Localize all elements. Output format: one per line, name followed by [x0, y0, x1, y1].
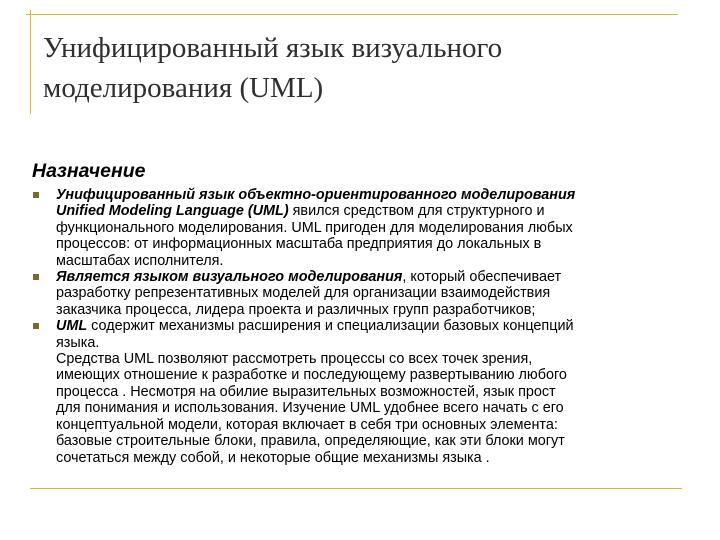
frame-top-line: [26, 14, 678, 15]
square-bullet-icon: [33, 192, 39, 198]
frame-bottom-line: [30, 488, 682, 489]
bullet-3-bold-phrase: UML: [56, 318, 88, 335]
bullet-item-3: [56, 318, 690, 466]
uml-term: Unified Modeling Language (UML): [56, 203, 289, 220]
bullet-2-line-3: заказчика процесса, лидера проекта и различных групп разработчиков;: [56, 301, 536, 318]
bullet-2-bold-phrase: Является языком визуального моделирования: [56, 269, 403, 286]
bullet-list: [56, 187, 690, 466]
square-bullet-icon: [33, 274, 39, 280]
bullet-3-line-9: сочетаться между собой, и некоторые общие механизмы языка .: [56, 449, 490, 466]
bullet-3-line-2: языка.: [56, 334, 100, 351]
bullet-item-2: [56, 269, 690, 318]
section-heading: Назначение: [32, 160, 146, 182]
slide-title: [43, 28, 683, 108]
bullet-1-line-4: процессов: от информационных масштаба предприятия до локальных в: [56, 236, 542, 253]
bullet-3-line-5: процесса . Несмотря на обилие выразительных возможностей, язык прост: [56, 383, 556, 400]
bullet-3-line-8: базовые строительные блоки, правила, определяющие, как эти блоки могут: [56, 433, 565, 450]
bullet-item-1: [56, 187, 690, 269]
bullet-1-line-2: [56, 203, 690, 219]
bullet-3-line-3: Средства UML позволяют рассмотреть процессы со всех точек зрения,: [56, 351, 533, 368]
bullet-2-line-2: разработку репрезентативных моделей для организации взаимодействия: [56, 285, 551, 302]
bullet-3-line-7: концептуальной модели, которая включает в себя три основных элемента:: [56, 416, 558, 433]
bullet-1-line-3: функционального моделирования. UML пригоден для моделирования любых: [56, 219, 573, 236]
square-bullet-icon: [33, 323, 39, 329]
bullet-3-line-1-rest: содержит механизмы расширения и специализации базовых концепций: [87, 318, 574, 335]
bullet-1-line-1: Унифицированный язык объектно-ориентированного моделирования: [56, 187, 576, 203]
bullet-1-line-5: масштабах исполнителя.: [56, 252, 224, 269]
bullet-3-line-4: имеющих отношение к разработке и последующему развертыванию любого: [56, 367, 567, 384]
bullet-2-line-1-rest: , который обеспечивает: [402, 269, 562, 286]
bullet-2-line-1: [56, 269, 690, 285]
bullet-1-line-2-rest: явился средством для структурного и: [288, 203, 545, 220]
slide-title-line-2: моделирования (UML): [43, 72, 324, 104]
bullet-3-line-6: для понимания и использования. Изучение UML удобнее всего начать с его: [56, 400, 564, 417]
slide-title-line-1: Унифицированный язык визуального: [43, 32, 503, 64]
frame-left-line: [30, 10, 31, 114]
bullet-3-line-1: [56, 318, 690, 334]
